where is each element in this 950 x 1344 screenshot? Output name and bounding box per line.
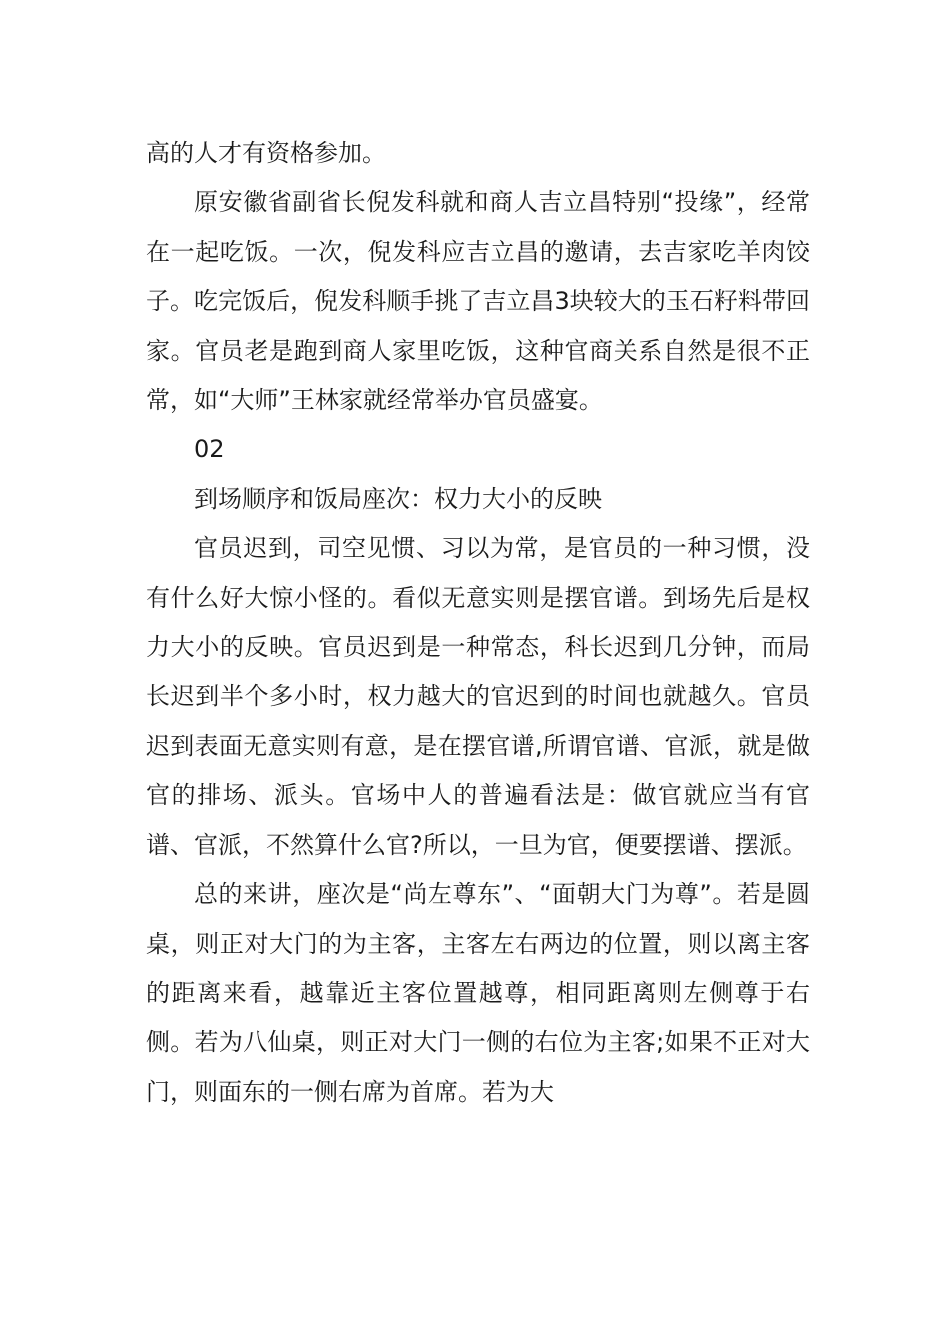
section-number: 02 [194,435,225,464]
paragraph-continuation: 高的人才有资格参加。 [146,139,386,167]
section-heading: 到场顺序和饭局座次：权力大小的反映 [194,484,602,513]
paragraph-nifake: 原安徽省副省长倪发科就和商人吉立昌特别“投缘”，经常在一起吃饭。一次，倪发科应吉立昌的邀请，去吉家吃羊肉饺子。吃完饭后，倪发科顺手挑了吉立昌3块较大的玉石籽料带回家。官员老是跑到商人家里吃饭，这种官商关系自然是很不正常，如“大师”王林家就经常举办官员盛宴。 [146,188,810,415]
paragraph-lateness: 官员迟到，司空见惯、习以为常，是官员的一种习惯，没有什么好大惊小怪的。看似无意实则是摆官谱。到场先后是权力大小的反映。官员迟到是一种常态，科长迟到几分钟，而局长迟到半个多小时，权力越大的官迟到的时间也就越久。官员迟到表面无意实则有意，是在摆官谱,所谓官谱、官派，就是做官的排场、派头。官场中人的普遍看法是：做官就应当有官谱、官派，不然算什么官?所以，一旦为官，便要摆谱、摆派。 [146,534,810,859]
paragraph-seating: 总的来讲，座次是“尚左尊东”、“面朝大门为尊”。若是圆桌，则正对大门的为主客，主客左右两边的位置，则以离主客的距离来看，越靠近主客位置越尊，相同距离则左侧尊于右侧。若为八仙桌，则正对大门一侧的右位为主客;如果不正对大门，则面东的一侧右席为首席。若为大 [146,880,810,1106]
body-text [146,129,810,1117]
